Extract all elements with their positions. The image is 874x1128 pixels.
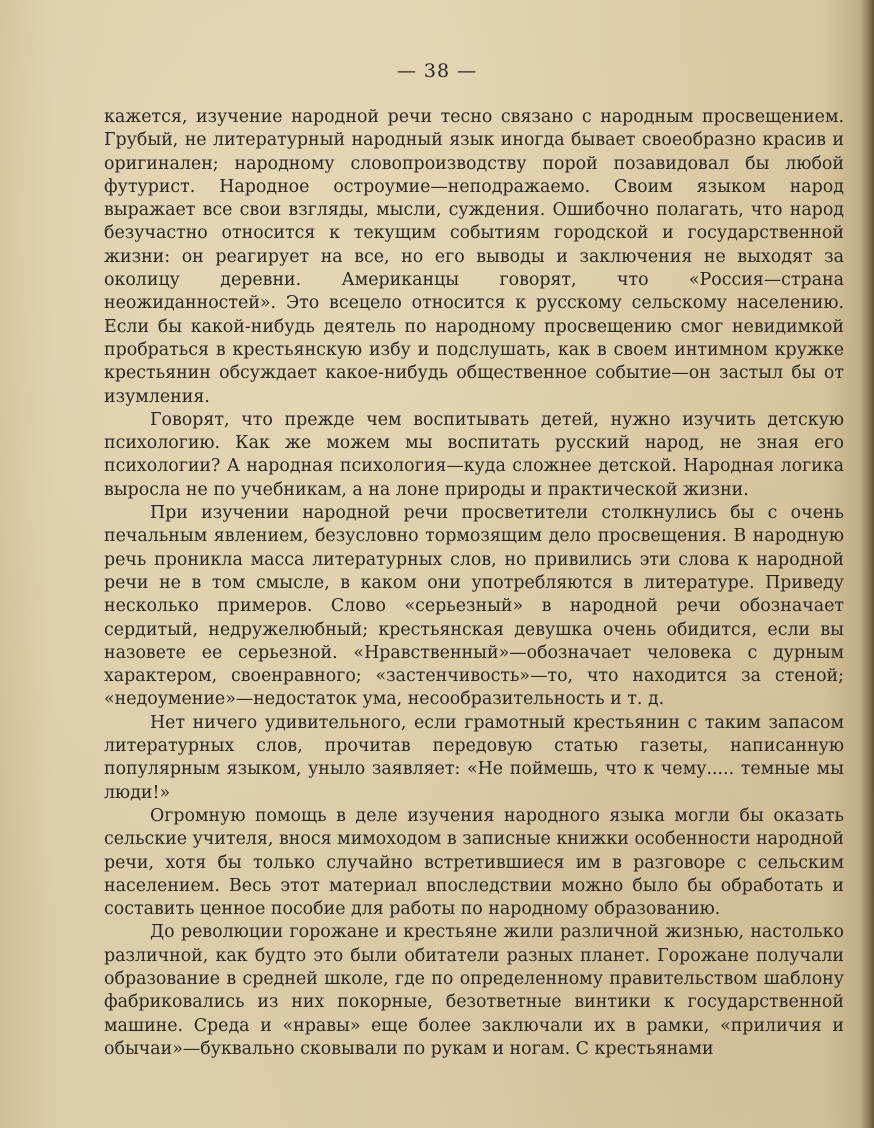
paragraph-3: При изучении народной речи просветители столкнулись бы с очень печальным явлением, безусловно тормозящим дело просвещения. В народную речь проникла масса литературных слов, но привились эти слова к народной речи не в том смысле, в каком они употребляются в литературе. Приведу несколько примеров. Слово «серьезный» в народной речи обозначает сердитый, недружелюбный; крестьянская девушка очень обидится, если вы назовете ее серьезной. «Нравственный»—обозначает человека с дурным характером, своенравного; «застенчивость»—то, что находится за стеной; «недоумение»—недостаток ума, несообразительность и т. д.: [104, 503, 844, 710]
paragraph-1: кажется, изучение народной речи тесно связано с народным просвещением. Грубый, не литературный народный язык иногда бывает своеобразно красив и оригинален; народному словопроизводству порой позавидовал бы любой футурист. Народное остроумие—неподражаемо. Своим языком народ выражает все свои взгляды, мысли, суждения. Ошибочно полагать, что народ безучастно относится к текущим событиям городской и государственной жизни: он реагирует на все, но его выводы и заключения не выходят за околицу деревни. Американцы говорят, что «Россия—страна неожиданностей». Это всецело относится к русскому сельскому населению. Если бы какой-нибудь деятель по народному просвещению смог невидимкой пробраться в крестьянскую избу и подслушать, как в своем интимном кружке крестьянин обсуждает какое-нибудь общественное событие—он застыл бы от изумления.: [104, 107, 844, 407]
page-number: — 38 —: [396, 60, 478, 82]
paragraph-6: До революции горожане и крестьяне жили различной жизнью, настолько различной, как будто это были обитатели разных планет. Горожане получали образование в средней школе, где по определенному правительством шаблону фабриковались из них покорные, безответные винтики к государственной машине. Среда и «нравы» еще более заключали их в рамки, «приличия и обычаи»—буквально сковывали по рукам и ногам. С крестьянами: [104, 922, 844, 1059]
paragraph-4: Нет ничего удивительного, если грамотный крестьянин с таким запасом литературных слов, прочитав передовую статью газеты, написанную популярным языком, уныло заявляет: «Не поймешь, что к чему..... темные мы люди!»: [104, 712, 844, 803]
body-text: [104, 106, 844, 1061]
paragraph-5: Огромную помощь в деле изучения народного языка могли бы оказать сельские учителя, внося мимоходом в записные книжки особенности народной речи, хотя бы только случайно встретившиеся им в разговоре с сельским населением. Весь этот материал впоследствии можно было бы обработать и составить ценное пособие для работы по народному образованию.: [104, 805, 844, 920]
page-edge-shadow: [860, 0, 874, 1128]
paragraph-2: Говорят, что прежде чем воспитывать детей, нужно изучить детскую психологию. Как же можем мы воспитать русский народ, не зная его психологии? А народная психология—куда сложнее детской. Народная логика выросла не по учебникам, а на лоне природы и практической жизни.: [104, 409, 844, 500]
